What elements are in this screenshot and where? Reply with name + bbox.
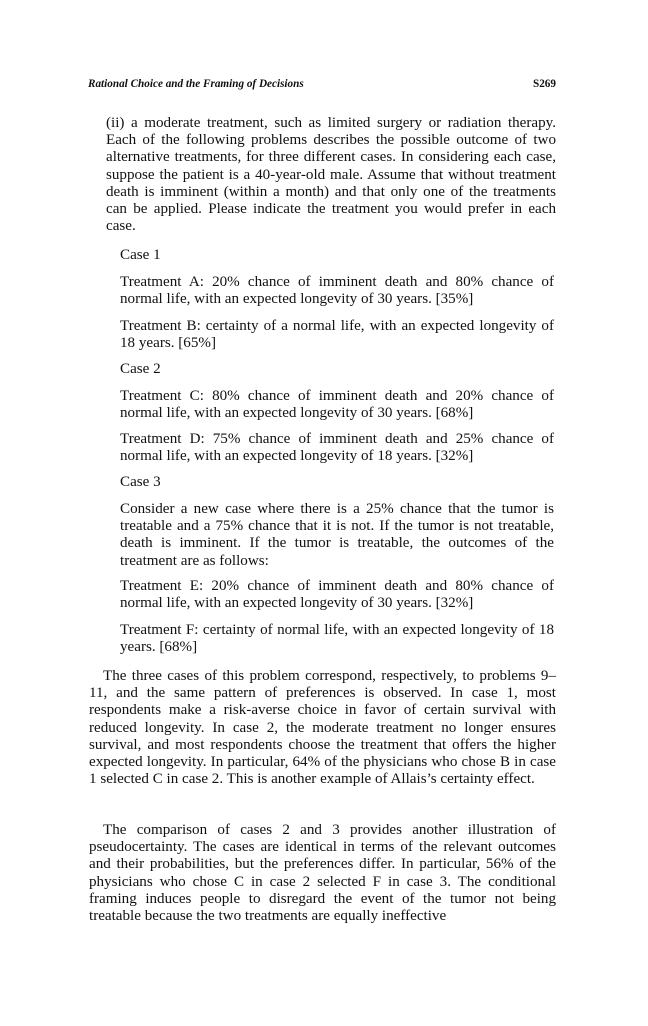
- case-3-heading: Case 3: [120, 474, 161, 490]
- case-3-description: Consider a new case where there is a 25% chance that the tumor is treatable and a 75% chance that it is not. If the tumor is not treatable, death is imminent. If the tumor is treatable, the outcomes of the treatment are as follows:: [120, 501, 554, 569]
- paragraph-pseudocertainty: The comparison of cases 2 and 3 provides another illustration of pseudocertainty. The cases are identical in terms of the relevant outcomes and their probabilities, but the preferences differ. In particular, 56% of the physicians who chose C in case 2 selected F in case 3. The conditional framing induces people to disregard the event of the tumor not being treatable because the two treatments are equally ineffective: [89, 822, 556, 925]
- running-head: [88, 78, 556, 96]
- case-1-heading: Case 1: [120, 247, 161, 263]
- intro-paragraph: (ii) a moderate treatment, such as limited surgery or radiation therapy. Each of the following problems describes the possible outcome of two alternative treatments, for three different cases. In considering each case, suppose the patient is a 40-year-old male. Assume that without treatment death is imminent (within a month) and that only one of the treatments can be applied. Please indicate the treatment you would prefer in each case.: [106, 115, 556, 235]
- paragraph-certainty-effect: The three cases of this problem correspond, respectively, to problems 9–11, and the same pattern of preferences is observed. In case 1, most respondents make a risk-averse choice in favor of certain survival with reduced longevity. In case 2, the moderate treatment no longer ensures survival, and most respondents choose the treatment that offers the higher expected longevity. In particular, 64% of the physicians who chose B in case 1 selected C in case 2. This is another example of Allais’s certainty effect.: [89, 668, 556, 788]
- treatment-b: Treatment B: certainty of a normal life, with an expected longevity of 18 years. [65%]: [120, 318, 554, 352]
- case-2-heading: Case 2: [120, 361, 161, 377]
- treatment-c: Treatment C: 80% chance of imminent death and 20% chance of normal life, with an expected longevity of 30 years. [68%]: [120, 388, 554, 422]
- treatment-d: Treatment D: 75% chance of imminent death and 25% chance of normal life, with an expected longevity of 18 years. [32%]: [120, 431, 554, 465]
- running-title: Rational Choice and the Framing of Decisions: [88, 78, 304, 90]
- treatment-f: Treatment F: certainty of normal life, with an expected longevity of 18 years. [68%]: [120, 622, 554, 656]
- page-number: S269: [532, 78, 556, 90]
- treatment-a: Treatment A: 20% chance of imminent death and 80% chance of normal life, with an expected longevity of 30 years. [35%]: [120, 274, 554, 308]
- treatment-e: Treatment E: 20% chance of imminent death and 80% chance of normal life, with an expected longevity of 30 years. [32%]: [120, 578, 554, 612]
